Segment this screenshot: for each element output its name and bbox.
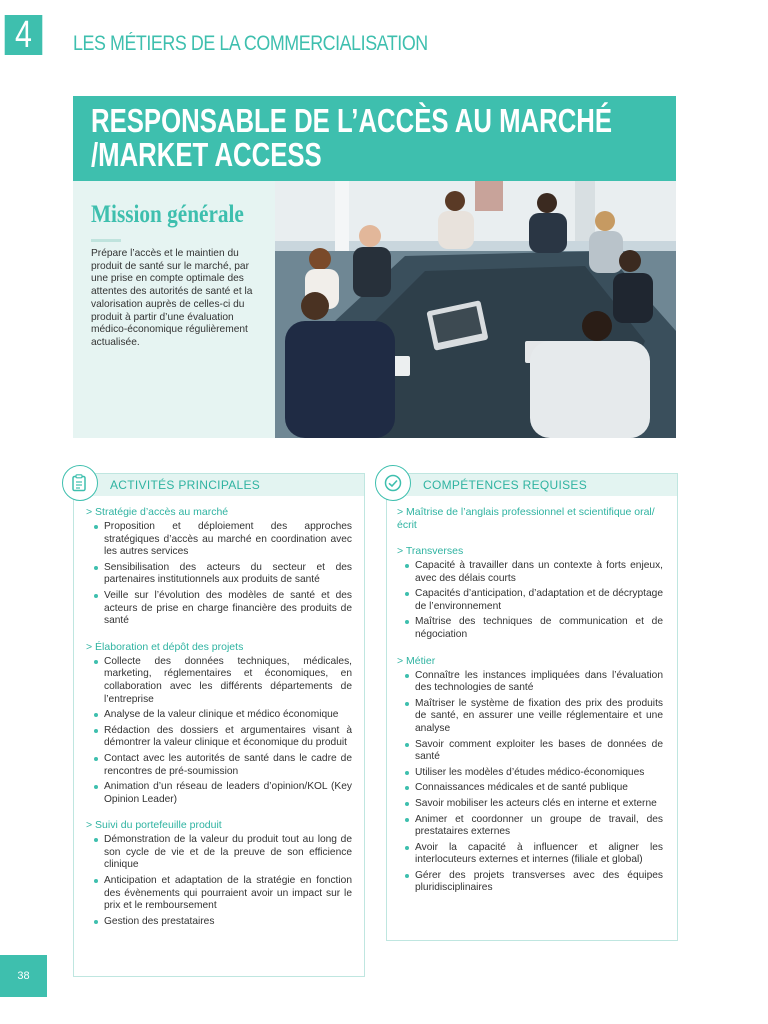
section: [397, 545, 663, 642]
section-title: > Suivi du portefeuille produit: [86, 819, 222, 832]
section-title: > Métier: [397, 654, 436, 667]
list-item: Connaissances médicales et de santé publique: [397, 782, 663, 795]
list-item: Sensibilisation des acteurs du secteur et des partenaires institutionnels aux produits de santé: [86, 562, 352, 587]
activities-card-header: [74, 474, 364, 496]
skills-heading: COMPÉTENCES REQUISES: [423, 478, 588, 492]
job-title-banner: [73, 96, 676, 181]
meeting-illustration: [275, 181, 676, 438]
section-title: > Maîtrise de l’anglais professionnel et scientifique oral/écrit: [397, 506, 655, 531]
mission-divider: [91, 239, 121, 242]
list-item: Collecte des données techniques, médicales, marketing, réglementaires et économiques, en collaboration avec les différents départements de l’entreprise: [86, 656, 352, 706]
list-item: Anticipation et adaptation de la stratégie en fonction des évènements qui pourraient avoir un impact sur le prix et le remboursement: [86, 875, 352, 913]
section-title: > Transverses: [397, 545, 464, 557]
section: [397, 506, 663, 532]
mission-heading: Mission générale: [91, 201, 244, 228]
mission-text: Prépare l’accès et le maintien du produit de santé sur le marché, par une prise en compte optimale des attentes des autorités de santé et la valorisation auprès de celles-ci du produit à partir d’une évaluation médico-économique régulièrement actualisée.: [91, 248, 253, 348]
bullet-list: [86, 521, 352, 628]
section: [86, 819, 352, 928]
list-item: Capacités d’anticipation, d’adaptation et de décryptage de l’environnement: [397, 588, 663, 613]
section: [397, 655, 663, 896]
job-title-line-1: RESPONSABLE DE L’ACCÈS AU MARCHÉ: [91, 102, 613, 139]
list-item: Maîtriser le système de fixation des prix des produits de santé, en assurer une veille réglementaire et une analyse: [397, 698, 663, 736]
job-title-line-2: /MARKET ACCESS: [91, 136, 322, 173]
meeting-photo: [275, 181, 676, 438]
list-item: Gérer des projets transverses avec des équipes pluridisciplinaires: [397, 870, 663, 895]
mission-panel: [73, 181, 275, 438]
section: [86, 641, 352, 807]
list-item: Capacité à travailler dans un contexte à forts enjeux, avec des délais courts: [397, 560, 663, 585]
skills-list: [397, 506, 663, 908]
section: [86, 506, 352, 628]
list-item: Gestion des prestataires: [86, 916, 352, 929]
chapter-title: LES MÉTIERS DE LA COMMERCIALISATION: [73, 32, 428, 55]
skills-card-header: [387, 474, 677, 496]
clipboard-icon: [62, 465, 98, 501]
page-number: 38: [0, 955, 47, 997]
bullet-list: [86, 834, 352, 928]
list-item: Rédaction des dossiers et argumentaires visant à démontrer la valeur clinique et économique du produit: [86, 725, 352, 750]
activities-list: [86, 506, 352, 941]
list-item: Contact avec les autorités de santé dans le cadre de rencontres de pré-soumission: [86, 753, 352, 778]
activities-heading: ACTIVITÉS PRINCIPALES: [110, 478, 261, 492]
section-title: > Élaboration et dépôt des projets: [86, 640, 244, 653]
list-item: Démonstration de la valeur du produit tout au long de son cycle de vie et de la preuve de son efficience clinique: [86, 834, 352, 872]
check-badge-icon: [375, 465, 411, 501]
bullet-list: [397, 670, 663, 896]
bullet-list: [397, 560, 663, 642]
list-item: Savoir mobiliser les acteurs clés en interne et externe: [397, 798, 663, 811]
section-title: > Stratégie d’accès au marché: [86, 506, 229, 518]
list-item: Animer et coordonner un groupe de travail, des prestataires externes: [397, 814, 663, 839]
list-item: Savoir comment exploiter les bases de données de santé: [397, 739, 663, 764]
list-item: Maîtrise des techniques de communication et de négociation: [397, 616, 663, 641]
list-item: Utiliser les modèles d’études médico-économiques: [397, 767, 663, 780]
bullet-list: [86, 656, 352, 807]
list-item: Connaître les instances impliquées dans l’évaluation des technologies de santé: [397, 670, 663, 695]
activities-card: [73, 473, 365, 977]
list-item: Analyse de la valeur clinique et médico économique: [86, 709, 352, 722]
list-item: Proposition et déploiement des approches stratégiques d’accès au marché en coordination avec les autres services: [86, 521, 352, 559]
chapter-number: 4: [5, 15, 43, 55]
list-item: Animation d’un réseau de leaders d’opinion/KOL (Key Opinion Leader): [86, 781, 352, 806]
list-item: Veille sur l’évolution des modèles de santé et des acteurs de prise en charge financière des produits de santé: [86, 590, 352, 628]
list-item: Avoir la capacité à influencer et aligner les interlocuteurs externes et internes (filiale et global): [397, 842, 663, 867]
skills-card: [386, 473, 678, 941]
